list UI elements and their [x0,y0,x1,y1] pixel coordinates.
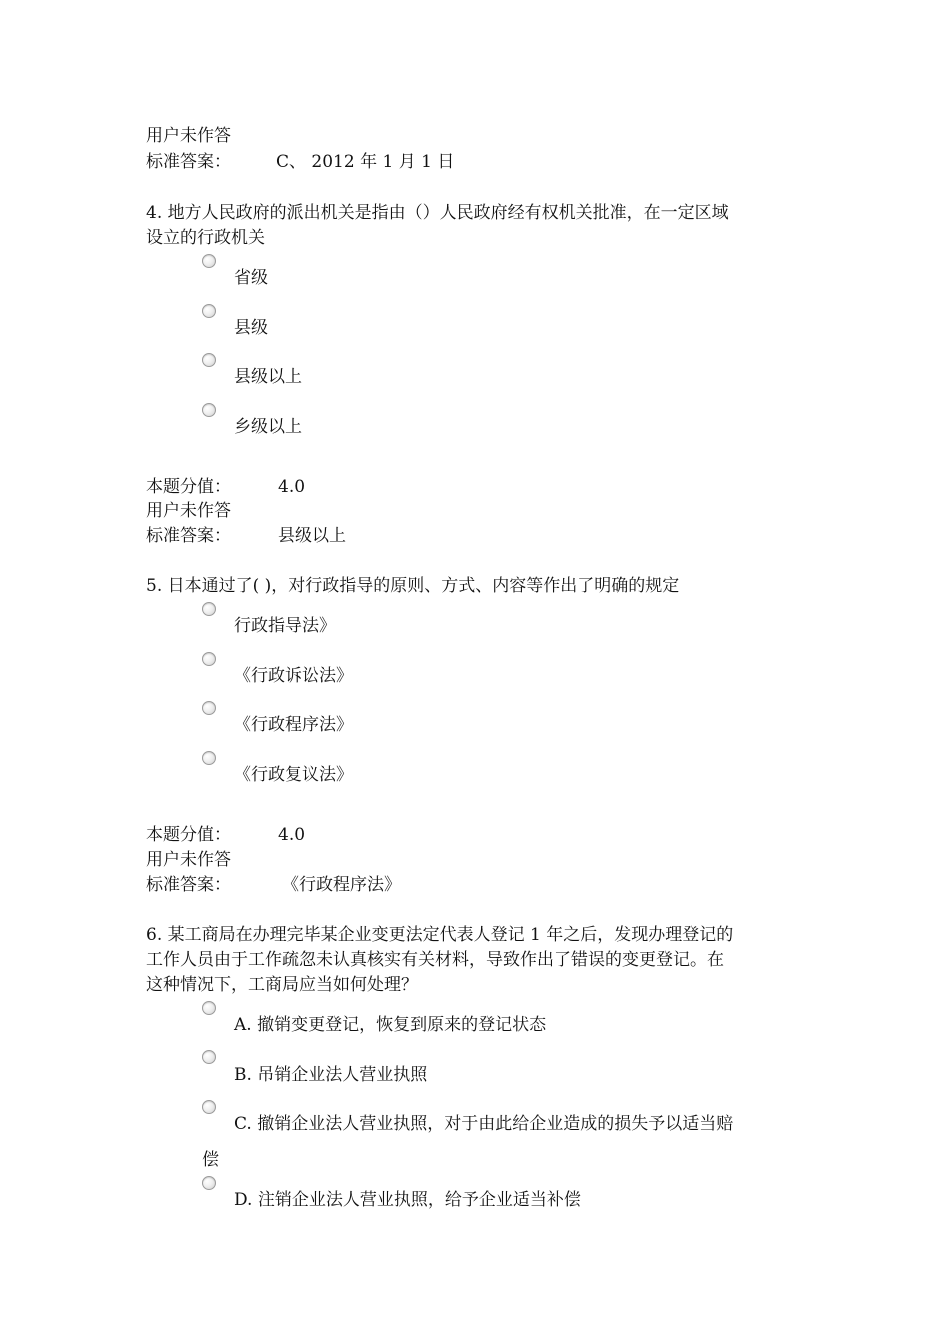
radio-button[interactable] [202,751,216,765]
option-label: 行政指导法》 [234,616,336,636]
radio-button[interactable] [202,602,216,616]
radio-button[interactable] [202,1100,216,1114]
score-label: 本题分值： [146,477,231,497]
option-label: 《行政诉讼法》 [234,666,353,686]
radio-button[interactable] [202,652,216,666]
user-status: 用户未作答 [146,850,231,870]
option-label-wrap: 偿 [202,1150,219,1170]
option-label: 《行政程序法》 [234,715,353,735]
answer-value: C、 2012 年 1 月 1 日 [276,152,455,172]
answer-value: 《行政程序法》 [282,875,401,895]
option-label: 省级 [234,268,268,288]
question-6-text-cont: 工作人员由于工作疏忽未认真核实有关材料，导致作出了错误的变更登记。在 [146,950,724,970]
option-label: B. 吊销企业法人营业执照 [234,1065,428,1085]
question-6-text: 6. 某工商局在办理完毕某企业变更法定代表人登记 1 年之后，发现办理登记的 [146,925,734,945]
answer-label: 标准答案： [146,152,231,172]
radio-button[interactable] [202,701,216,715]
option-label: A. 撤销变更登记，恢复到原来的登记状态 [234,1015,547,1035]
question-6-text-cont: 这种情况下，工商局应当如何处理？ [146,975,418,995]
radio-button[interactable] [202,304,216,318]
option-label: D. 注销企业法人营业执照，给予企业适当补偿 [234,1190,581,1210]
radio-button[interactable] [202,353,216,367]
user-status: 用户未作答 [146,501,231,521]
radio-button[interactable] [202,254,216,268]
answer-value: 县级以上 [278,526,346,546]
question-4-text-cont: 设立的行政机关 [146,228,265,248]
radio-button[interactable] [202,403,216,417]
answer-label: 标准答案： [146,875,231,895]
question-5-text: 5. 日本通过了( )，对行政指导的原则、方式、内容等作出了明确的规定 [146,576,680,596]
radio-button[interactable] [202,1001,216,1015]
user-status: 用户未作答 [146,126,231,146]
score-value: 4.0 [278,825,306,845]
radio-button[interactable] [202,1176,216,1190]
score-label: 本题分值： [146,825,231,845]
option-label: C. 撤销企业法人营业执照，对于由此给企业造成的损失予以适当赔 [234,1114,734,1134]
option-label: 乡级以上 [234,417,302,437]
question-4-text: 4. 地方人民政府的派出机关是指由（）人民政府经有权机关批准，在一定区域 [146,203,729,223]
option-label: 县级以上 [234,367,302,387]
radio-button[interactable] [202,1050,216,1064]
option-label: 县级 [234,318,268,338]
answer-label: 标准答案： [146,526,231,546]
option-label: 《行政复议法》 [234,765,353,785]
score-value: 4.0 [278,477,306,497]
